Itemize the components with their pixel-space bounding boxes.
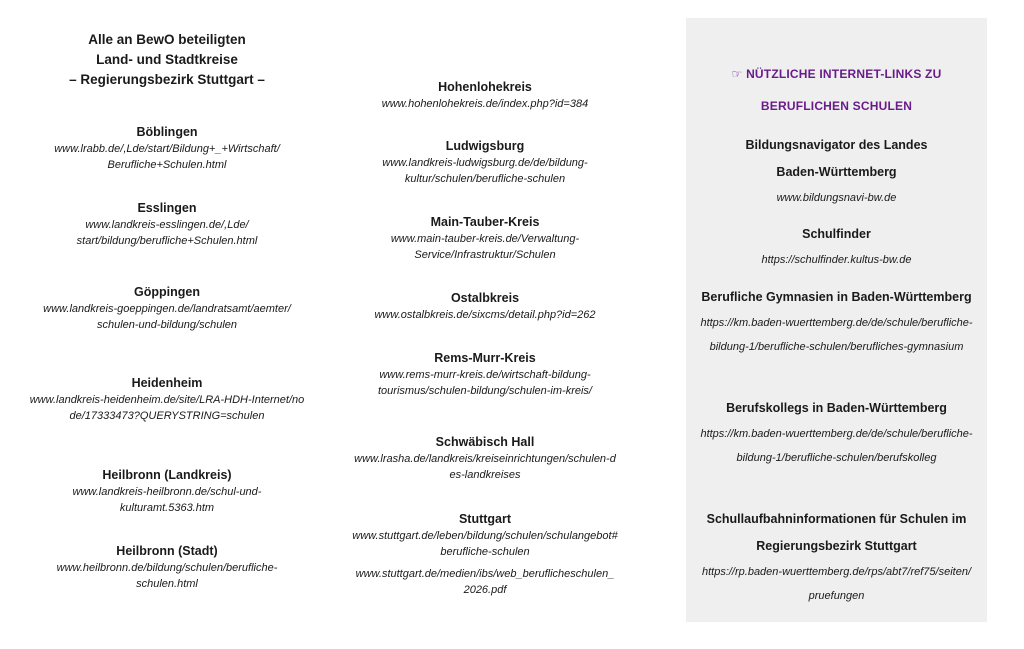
left-title-line: Alle an BewO beteiligten [88, 32, 246, 47]
panel-title-line: BERUFLICHEN SCHULEN [760, 99, 913, 113]
district-name: Göppingen [134, 285, 200, 299]
district-entry-esslingen [22, 200, 312, 249]
link-url[interactable]: https://schulfinder.kultus-bw.de [761, 254, 912, 266]
district-link[interactable]: www.rems-murr-kreis.de/wirtschaft-bildung-tourismus/schulen-bildung/schulen-im-kreis/ [378, 369, 592, 397]
district-link[interactable]: www.main-tauber-kreis.de/Verwaltung-Service/Infrastruktur/Schulen [390, 233, 580, 261]
district-name: Ludwigsburg [445, 139, 525, 153]
link-url[interactable]: https://km.baden-wuerttemberg.de/de/schule/berufliche-bildung-1/berufliche-schulen/berufskolleg [700, 428, 973, 464]
district-link[interactable]: www.hohenlohekreis.de/index.php?id=384 [381, 98, 589, 110]
link-title: Schullaufbahninformationen für Schulen im Regierungsbezirk Stuttgart [706, 512, 967, 553]
left-title [22, 30, 312, 90]
district-name: Schwäbisch Hall [435, 435, 535, 449]
district-entry-rems-murr-kreis [345, 350, 625, 399]
district-entry-main-tauber-kreis [345, 214, 625, 263]
district-name: Stuttgart [458, 512, 512, 526]
district-link-pdf[interactable]: www.stuttgart.de/medien/ibs/web_beruflicheschulen_2026.pdf [355, 568, 615, 596]
district-entry-heidenheim [22, 375, 312, 424]
link-title: Schulfinder [802, 227, 871, 241]
district-link[interactable]: www.ostalbkreis.de/sixcms/detail.php?id=262 [374, 309, 596, 321]
district-name: Rems-Murr-Kreis [434, 351, 536, 365]
district-entry-goeppingen [22, 284, 312, 333]
left-title-line: – Regierungsbezirk Stuttgart – [69, 72, 265, 87]
district-name: Ostalbkreis [450, 291, 520, 305]
link-title: Berufliche Gymnasien in Baden-Württemberg [701, 290, 972, 304]
district-entry-ostalbkreis [345, 290, 625, 323]
district-link[interactable]: www.stuttgart.de/leben/bildung/schulen/schulangebot#berufliche-schulen [352, 530, 618, 558]
district-entry-heilbronn-landkreis [22, 467, 312, 516]
district-link[interactable]: www.heilbronn.de/bildung/schulen/berufliche-schulen.html [56, 562, 278, 590]
district-link[interactable]: www.landkreis-heilbronn.de/schul-und-kulturamt.5363.htm [72, 486, 262, 514]
district-link[interactable]: www.landkreis-ludwigsburg.de/de/bildung-kultur/schulen/berufliche-schulen [382, 157, 588, 185]
district-name: Esslingen [137, 201, 197, 215]
pointing-hand-icon: ☞ [731, 67, 743, 81]
link-entry-bildungsnavigator [696, 132, 977, 210]
link-entry-schulfinder [696, 221, 977, 272]
district-entry-heilbronn-stadt [22, 543, 312, 592]
left-title-line: Land- und Stadtkreise [96, 52, 238, 67]
link-entry-schullaufbahn [696, 506, 977, 608]
link-url[interactable]: www.bildungsnavi-bw.de [776, 192, 897, 204]
link-url[interactable]: https://rp.baden-wuerttemberg.de/rps/abt7/ref75/seiten/pruefungen [701, 566, 972, 602]
district-name: Böblingen [136, 125, 198, 139]
district-entry-stuttgart [345, 511, 625, 598]
link-title: Berufskollegs in Baden-Württemberg [726, 401, 947, 415]
link-title: Bildungsnavigator des Landes Baden-Württemberg [745, 138, 928, 179]
district-link[interactable]: www.landkreis-esslingen.de/,Lde/ start/bildung/berufliche+Schulen.html [76, 219, 258, 247]
district-link[interactable]: www.lrasha.de/landkreis/kreiseinrichtungen/schulen-des-landkreises [354, 453, 616, 481]
district-link[interactable]: www.lrabb.de/,Lde/start/Bildung+_+Wirtschaft/ Berufliche+Schulen.html [54, 143, 280, 171]
district-entry-hohenlohekreis [345, 79, 625, 112]
useful-links-panel [686, 18, 987, 622]
link-entry-berufskollegs [696, 395, 977, 470]
district-link[interactable]: www.landkreis-heidenheim.de/site/LRA-HDH-Internet/node/17333473?QUERYSTRING=schulen [29, 394, 305, 422]
link-url[interactable]: https://km.baden-wuerttemberg.de/de/schule/berufliche-bildung-1/berufliche-schulen/berufliches-gymnasium [700, 317, 973, 353]
district-entry-schwaebisch-hall [345, 434, 625, 483]
link-entry-berufliche-gymnasien [696, 284, 977, 359]
district-name: Heilbronn (Landkreis) [102, 468, 232, 482]
panel-title-line: NÜTZLICHE INTERNET-LINKS ZU [746, 67, 942, 81]
district-entry-boeblingen [22, 124, 312, 173]
district-name: Main-Tauber-Kreis [430, 215, 540, 229]
district-link[interactable]: www.landkreis-goeppingen.de/landratsamt/aemter/schulen-und-bildung/schulen [43, 303, 291, 331]
district-name: Heilbronn (Stadt) [116, 544, 218, 558]
panel-title [686, 58, 987, 122]
district-name: Heidenheim [131, 376, 203, 390]
district-name: Hohenlohekreis [438, 80, 532, 94]
district-entry-ludwigsburg [345, 138, 625, 187]
